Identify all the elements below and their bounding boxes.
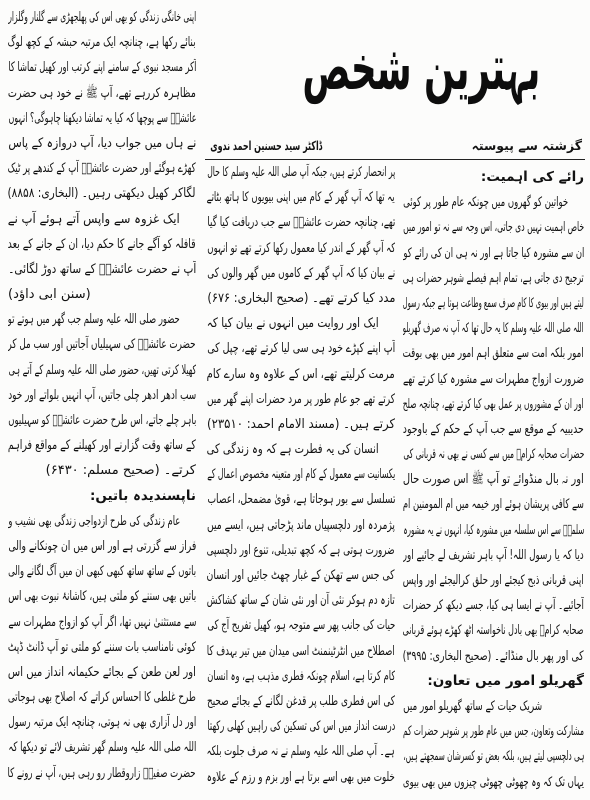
text-line: حضرت صفیہؓ زاروقطار رو رہی ہیں، آپ نے رونے کا	[8, 765, 196, 781]
text-line: تازہ دم ہوکر نئی آن اور نئی شان کے ساتھ کشاکش	[207, 593, 395, 609]
text-line: ان سے مشورہ کیا جاتا ہے اور نہ ہی ان کی رائے کو	[403, 245, 584, 261]
text-line: اللہ صلی اللہ علیہ وسلم کا یہ حال تھا کہ آپ نہ صرف گھریلو	[403, 321, 584, 337]
text-line: اپنی قربانی ذبح کیجئے اور حلق کرالیجئے اور واپس	[403, 573, 584, 588]
text-line: کھیلا کرتی تھیں، حضور صلی اللہ علیہ وسلم کے آتے ہی	[8, 362, 196, 378]
text-line: قافلہ کو آگے جانے کا حکم دیا، ان کے جانے کے بعد	[8, 236, 196, 252]
text-line: ایک غزوہ سے واپس آتے ہوئے آپ نے	[8, 211, 180, 227]
text-line: اور ان کے مشوروں پر عمل بھی کیا کرتے تھے، چنانچہ صلح	[403, 396, 584, 412]
text-line: اور نہ بال منڈوائے تو آپ ﷺ اس صورت حال	[403, 472, 584, 488]
text-line: حدیبیہ کے موقع سے جب آپ کے حکم کے باوجود	[403, 421, 584, 437]
text-line: باہر چلے جاتے، اس طرح حضرت عائشہؓ کو سہیلیوں	[8, 413, 196, 428]
text-line: اللہ صلی اللہ علیہ وسلم گھر تشریف لائے تو دیکھا کہ	[8, 740, 196, 756]
text-line: آکر مسجد نبوی کے سامنے اپنے کرتب اور کھیل تماشا کا	[8, 60, 196, 76]
text-line: نے ہاں میں جواب دیا، آپ دروازہ کے پاس	[8, 135, 196, 151]
text-line: یہ تھا کہ آپ گھر کے کام میں اپنی بیویوں کا ہاتھ بٹاتے	[207, 190, 395, 206]
text-line: عائشہؓ سے پوچھا کہ کیا یہ تماشا دیکھنا چاہوگی؟ انہوں	[8, 110, 196, 126]
text-line: حضور صلی اللہ علیہ وسلم جب گھر میں ہوتے تو	[8, 312, 180, 328]
section-heading: گھریلو امور میں تعاون:	[427, 672, 584, 689]
text-line: کام کرتا ہے، اسلام چونکہ فطری مذہب ہے، وہ انسان	[207, 668, 395, 684]
text-line: کوئی نامناسب بات سننے کو ملتی تو آپ ڈانٹ ڈپٹ	[8, 639, 196, 655]
text-line: صحابہ کرامؓ بھی بادل ناخواستہ اٹھ کھڑے ہوئے قربانی	[403, 623, 584, 639]
text-line: ضرورت ازواج مطہرات سے مشورہ کیا کرتے تھے	[403, 371, 584, 387]
text-line: دیا کہ یا رسول اللہ! آپ باہر تشریف لے جائیے اور	[403, 547, 584, 563]
citation-line: (سنن ابی داؤد)	[8, 287, 91, 303]
text-line: فراز سے گزرتی ہے اور اس میں ان چونکانے والی	[8, 538, 196, 554]
text-line: باتوں کے ساتھ ساتھ کبھی کبھی ان میں آگ لگانے والی	[8, 564, 196, 580]
text-line: اصطلاح میں انٹرٹینمنٹ اسی میدان میں تیر بہدف کا	[207, 643, 395, 659]
text-line: یہاں تک کہ وہ چھوٹی چھوٹی چیزوں میں بھی بیوی	[403, 774, 584, 790]
column-middle	[207, 160, 395, 796]
text-line: حضرات صحابہ کرامؓ میں سے کسی نے بھی نہ قربانی کی	[403, 447, 584, 463]
text-line: کرتے تھے جو عام طور پر مرد حضرات اپنے گھر میں	[207, 391, 395, 407]
text-line: شریک حیات کے ساتھ گھریلو امور میں	[403, 698, 542, 714]
text-line: امور بلکہ امت سے متعلق اہم امور میں بھی بوقت	[403, 346, 584, 362]
text-line: کرتے۔ (صحیح مسلم: ۶۴۳۰)	[45, 463, 196, 479]
text-line: پژمردہ اور دلچسپیاں ماند پڑجاتی ہیں، ایسے میں	[207, 517, 395, 533]
text-line: ضرورت ہوتی ہے کہ کچھ تبدیلی، تنوع اور دلچسپی	[207, 542, 395, 558]
text-line: پر انحصار کرتے ہیں، جبکہ آپ صلی اللہ علیہ وسلم کا حال	[207, 165, 395, 180]
author-byline: ڈاکٹر سید حسنین احمد ندوی	[209, 138, 322, 153]
text-line: سب ادھر ادھر چلی جاتیں، آپ انہیں بلواتے اور خود	[8, 387, 196, 403]
text-line: کہ آپ گھر کے اندر کیا معمول رکھا کرتے تھے تو انہوں	[207, 240, 395, 256]
column-right	[403, 165, 584, 797]
text-line: کی جس سے تھکن کے غبار چھٹ جائیں اور انسان	[207, 568, 395, 583]
text-line: سلمہؓ سے اس سلسلہ میں مشورہ کیا، انہوں نے یہ مشورہ	[403, 522, 584, 538]
text-line: تھے، چنانچہ حضرت عائشہؓ سے جب دریافت کیا گیا	[207, 215, 395, 231]
text-line: سے کافی پریشان ہوئے اور خیمہ میں ام المومنین ام	[403, 497, 584, 513]
text-line: ہی دلچسپی لیتے ہیں، بلکہ بعض تو کسرشان سمجھتے ہیں،	[403, 749, 584, 765]
text-line: انسان کی یہ فطرت ہے کہ وہ زندگی کی	[207, 442, 379, 458]
text-line: کے ساتھ وقت گزارنے اور کھیلنے کے مواقع فراہم	[8, 438, 196, 454]
text-line: خواتین کو گھروں میں چونکہ عام طور پر کوئی	[403, 195, 568, 211]
text-line: کی اور پھر بال منڈائے۔ (صحیح البخاری: ۳۹۹۵)	[403, 648, 584, 664]
text-line: نے بیان کیا کہ آپ گھر کے کاموں میں گھر والوں کی	[207, 265, 395, 281]
text-line: حضرت عائشہؓ کی سہیلیاں آجاتیں اور سب مل کر	[8, 337, 196, 353]
text-line: لگاکر کھیل دیکھتی رہیں۔ (البخاری: ۸۸۵۸)	[8, 186, 196, 202]
text-line: یکسانیت سے معمول کے کام اور متعینہ مخصوص اعمال کے	[207, 467, 395, 483]
text-line: کرتے ہیں۔ (مسند الامام احمد: ۲۳۵۱۰)	[207, 416, 395, 432]
text-line: ترجیح دی جاتی ہے، تمام اہم فیصلے شوہر حضرات ہی	[403, 270, 584, 286]
text-line: طرح غلطی کا احساس کراتے کہ اصلاح بھی ہوجاتی	[8, 690, 196, 706]
text-line: باتیں بھی سننے کو ملتی ہیں، کاشانۂ نبوت بھی اس	[8, 589, 196, 605]
text-line: حیات کی جانب پھر سے متوجہ ہو، کھیل تفریح آج کی	[207, 618, 395, 634]
column-left	[8, 5, 196, 795]
section-heading: ناپسندیدہ باتیں:	[90, 487, 196, 504]
text-line: بنائے رکھا ہے، چنانچہ ایک مرتبہ حبشہ کے کچھ لوگ	[8, 35, 196, 51]
article-title: بہترین شخص	[302, 31, 540, 104]
section-heading: رائے کی اہمیت:	[480, 169, 584, 185]
text-line: لیتے ہیں اور بیوی کا کام صرف سمع وطاعت ہوتا ہے جبکہ رسول	[403, 295, 584, 311]
text-line: مدد کیا کرتے تھے۔ (صحیح البخاری: ۶۷۶)	[207, 290, 395, 306]
text-line: مرمت کرلیتے تھے، اس کے علاوہ وہ سارے کام	[207, 366, 395, 382]
text-line: اور دل آزاری بھی نہ ہوتی، چنانچہ ایک مرتبہ رسول	[8, 715, 196, 731]
continued-label: گزشتہ سے پیوستہ	[471, 138, 582, 153]
text-line: سے مستثنیٰ نہیں تھا، اگر آپ کو ازواج مطہرات سے	[8, 614, 196, 630]
text-line: اور لعن طعن کے بجائے حکیمانہ انداز میں اس	[8, 664, 196, 680]
text-line: کی اس فطری طلب پر قدغن لگانے کے بجائے صحیح	[207, 693, 395, 709]
text-line: اپنی خانگی زندگی کو بھی اس کی پھلجھڑی سے گلنار وگلزار	[8, 10, 196, 25]
text-line: مشارکت وتعاون، جس میں عام طور پر شوہر حضرات کم	[403, 724, 584, 740]
text-line: ہے۔ آپ صلی اللہ علیہ وسلم نے نہ صرف جلوت بلکہ	[207, 744, 395, 760]
text-line: آپ نے حضرت عائشہؓ کے ساتھ دوڑ لگائی۔	[8, 261, 196, 277]
text-line: خلوت میں بھی اسے برتا ہے اور بزم و رزم کے علاوہ	[207, 769, 395, 785]
text-line: آپ اپنے کپڑے خود ہی سی لیا کرتے تھے، چپل کی	[207, 341, 395, 357]
text-line: مظاہرہ کررہے تھے، آپ ﷺ نے خود ہی حضرت	[8, 85, 196, 101]
text-line: عام زندگی کی طرح ازدواجی زندگی بھی نشیب و	[8, 513, 180, 529]
text-line: کھڑے ہوگئے اور حضرت عائشہؓ آپ کے کندھے پر ٹیک	[8, 161, 196, 177]
text-line: تسلسل سے بور ہوجاتا ہے، قویٰ مضمحل، اعصاب	[207, 492, 395, 508]
text-line: آجائیے۔ آپ نے ایسا ہی کیا، جسے دیکھ کر حضرات	[403, 598, 584, 614]
text-line: ایک اور روایت میں انہوں نے بیان کیا کہ	[207, 316, 379, 332]
text-line: خاص اہمیت نہیں دی جاتی، اس وجہ سے نہ تو امور میں	[403, 220, 584, 236]
text-line: درست انداز میں اس کی تسکین کی راہیں کھلی رکھتا	[207, 719, 395, 735]
